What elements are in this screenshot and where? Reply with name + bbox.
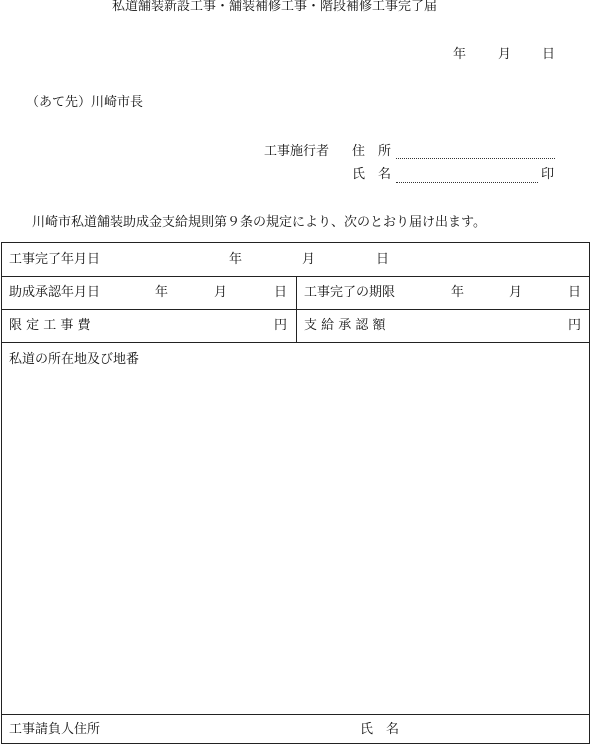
deadline-year[interactable]: 年 [451,285,465,300]
approval-date-year[interactable]: 年 [155,285,169,300]
deadline-day[interactable]: 日 [568,285,582,300]
deadline-label: 工事完了の期限 [304,285,396,300]
applicant-name-label: 氏 名 [352,167,392,182]
applicant-role-label: 工事施行者 [264,144,330,159]
document-title: 私道舗装新設工事・舗装補修工事・階段補修工事完了届 [112,0,438,14]
date-year-label: 年 [453,47,467,62]
date-month-label: 月 [498,47,512,62]
approved-amount-yen[interactable]: 円 [568,318,582,333]
approval-date-day[interactable]: 日 [274,285,288,300]
applicant-name-field[interactable] [396,182,538,183]
limit-cost-label: 限 定 工 事 費 [9,318,91,333]
column-divider [296,276,297,342]
addressee: （あて先）川崎市長 [26,95,144,110]
location-label: 私道の所在地及び地番 [9,352,140,367]
row-divider [2,342,589,343]
row-divider [2,714,589,715]
date-day-label: 日 [542,47,556,62]
deadline-month[interactable]: 月 [509,285,523,300]
limit-cost-yen[interactable]: 円 [274,318,288,333]
applicant-address-field[interactable] [396,158,555,159]
applicant-address-label: 住 所 [352,144,392,159]
approval-date-label: 助成承認年月日 [9,285,101,300]
completion-date-label: 工事完了年月日 [9,252,101,267]
contractor-address-label: 工事請負人住所 [9,722,101,737]
approved-amount-label: 支 給 承 認 額 [304,318,386,333]
completion-date-year[interactable]: 年 [229,252,243,267]
seal-mark: 印 [541,167,555,182]
location-field[interactable] [2,371,589,713]
completion-date-month[interactable]: 月 [302,252,316,267]
approval-date-month[interactable]: 月 [214,285,228,300]
intro-text: 川崎市私道舗装助成金支給規則第９条の規定により、次のとおり届け出ます。 [32,215,486,230]
completion-date-day[interactable]: 日 [376,252,390,267]
contractor-name-label: 氏 名 [360,722,400,737]
form-table [1,242,590,744]
